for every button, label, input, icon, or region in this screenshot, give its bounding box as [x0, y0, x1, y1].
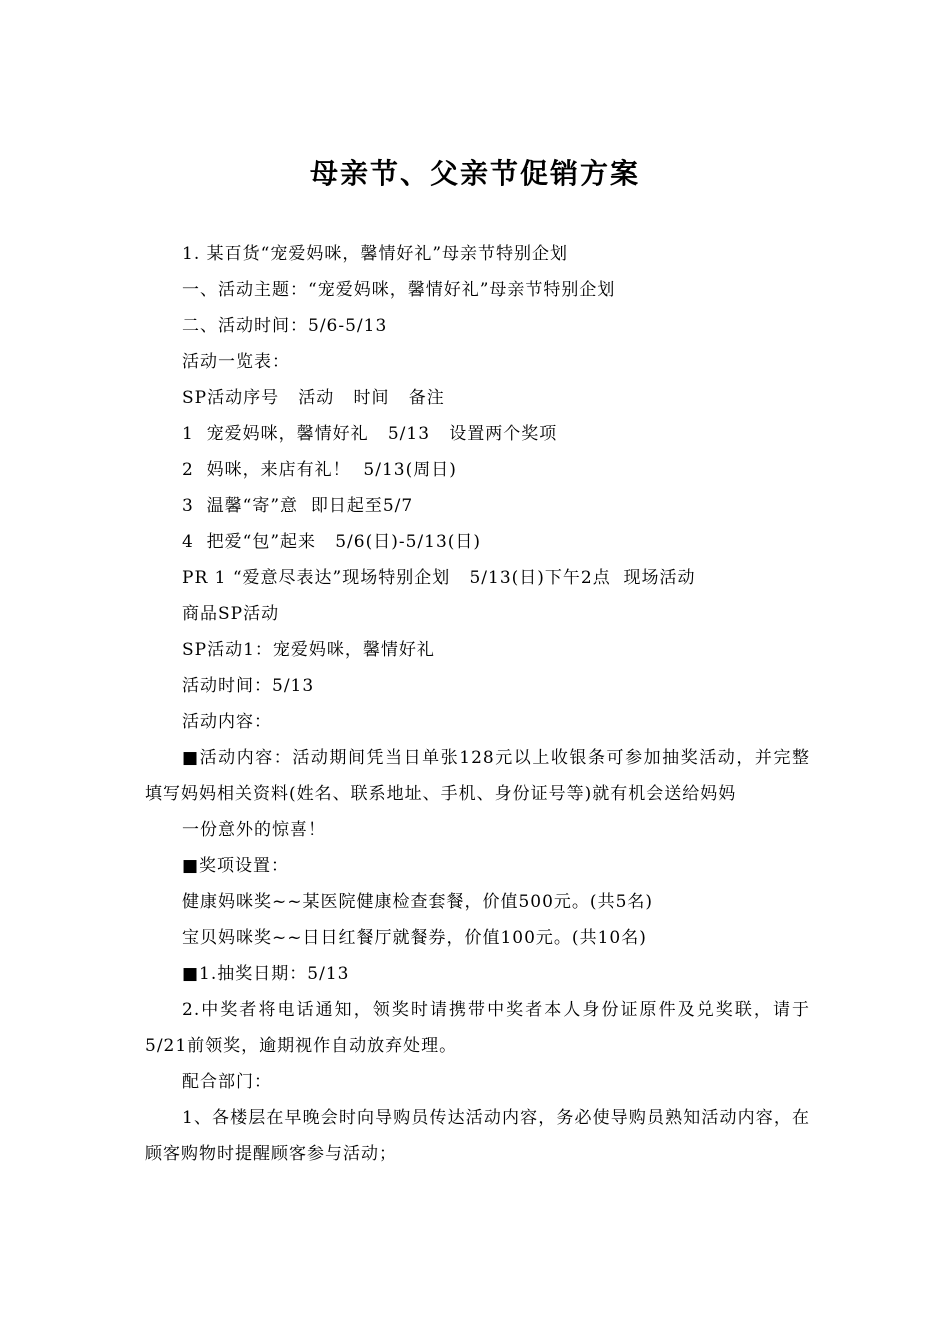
document-body [145, 236, 810, 1172]
paragraph-17: ■奖项设置： [182, 856, 290, 876]
paragraph-4: 活动一览表： [182, 352, 290, 372]
paragraph-12: SP活动1：宠爱妈咪，馨情好礼 [182, 640, 435, 660]
paragraph-23: 1、各楼层在早晚会时向导购员传达活动内容，务必使导购员熟知活动内容，在顾客购物时提醒顾客参与活动； [145, 1108, 810, 1164]
paragraph-1: 1. 某百货“宠爱妈咪，馨情好礼”母亲节特别企划 [182, 244, 569, 264]
paragraph-19: 宝贝妈咪奖~~日日红餐厅就餐券，价值100元。(共10名) [182, 928, 647, 948]
table-row-4: 4 把爱“包”起来 5/6(日)-5/13(日) [182, 532, 482, 552]
paragraph-18: 健康妈咪奖~~某医院健康检查套餐，价值500元。(共5名) [182, 892, 654, 912]
document-title: 母亲节、父亲节促销方案 [309, 157, 640, 190]
paragraph-20: ■1.抽奖日期：5/13 [182, 964, 350, 984]
table-row-pr1: PR 1 “爱意尽表达”现场特别企划 5/13(日)下午2点 现场活动 [182, 568, 696, 588]
paragraph-15: ■活动内容：活动期间凭当日单张128元以上收银条可参加抽奖活动，并完整填写妈妈相关资料(姓名、联系地址、手机、身份证号等)就有机会送给妈妈 [145, 748, 810, 804]
paragraph-22: 配合部门： [182, 1072, 272, 1092]
paragraph-16: 一份意外的惊喜！ [182, 820, 326, 840]
paragraph-13: 活动时间：5/13 [182, 676, 315, 696]
table-row-1: 1 宠爱妈咪，馨情好礼 5/13 设置两个奖项 [182, 424, 558, 444]
table-row-3: 3 温馨“寄”意 即日起至5/7 [182, 496, 414, 516]
table-header-row: SP活动序号 活动 时间 备注 [182, 388, 445, 408]
table-row-2: 2 妈咪，来店有礼！ 5/13(周日) [182, 460, 457, 480]
paragraph-14: 活动内容： [182, 712, 272, 732]
paragraph-2: 一、活动主题：“宠爱妈咪，馨情好礼”母亲节特别企划 [182, 280, 616, 300]
paragraph-3: 二、活动时间：5/6-5/13 [182, 316, 388, 336]
paragraph-21: 2.中奖者将电话通知，领奖时请携带中奖者本人身份证原件及兑奖联，请于5/21前领奖，逾期视作自动放弃处理。 [145, 1000, 810, 1056]
paragraph-11: 商品SP活动 [182, 604, 280, 624]
